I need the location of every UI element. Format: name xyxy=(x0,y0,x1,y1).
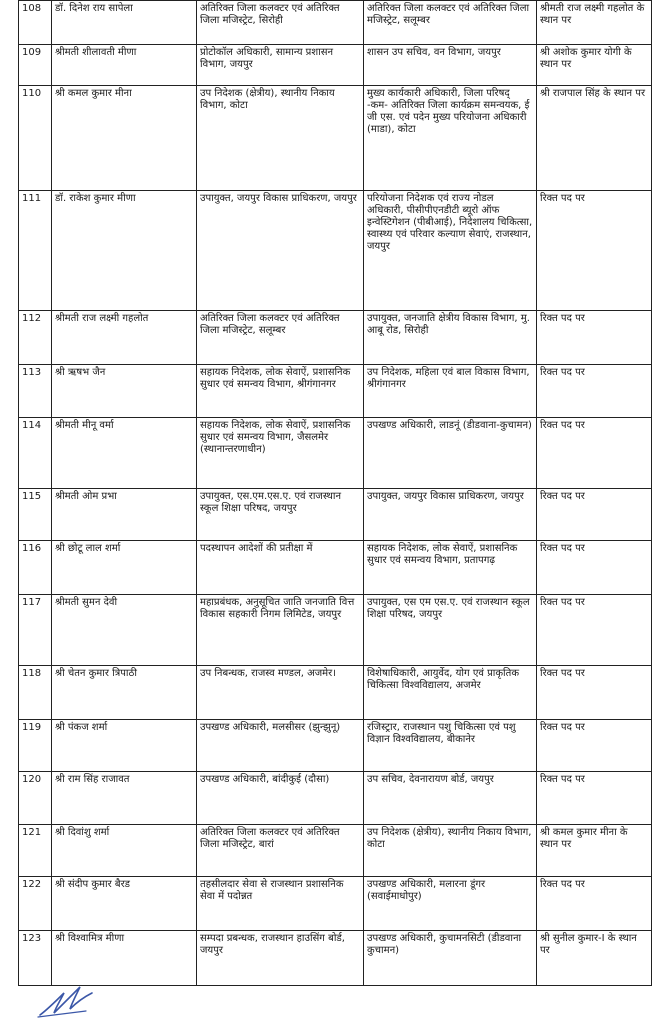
officer-name: श्री संदीप कुमार बैरड xyxy=(52,877,197,931)
current-post: महाप्रबंधक, अनुसूचित जाति जनजाति वित्त विकास सहकारी निगम लिमिटेड, जयपुर xyxy=(197,595,364,666)
officer-name: श्री पंकज शर्मा xyxy=(52,720,197,772)
table-row xyxy=(19,365,652,418)
current-post: अतिरिक्त जिला कलक्टर एवं अतिरिक्त जिला मजिस्ट्रेट, बारां xyxy=(197,825,364,877)
current-post: उपखण्ड अधिकारी, बांदीकुई (दौसा) xyxy=(197,772,364,825)
current-post: उप निबन्धक, राजस्व मण्डल, अजमेर। xyxy=(197,666,364,720)
serial-number: 119 xyxy=(19,720,52,772)
current-post: अतिरिक्त जिला कलक्टर एवं अतिरिक्त जिला मजिस्ट्रेट, सिरोही xyxy=(197,1,364,45)
table-row xyxy=(19,1,652,45)
current-post: सहायक निदेशक, लोक सेवाऐं, प्रशासनिक सुधार एवं समन्वय विभाग, जैसलमेर (स्थानान्तरणाधीन) xyxy=(197,418,364,489)
current-post: अतिरिक्त जिला कलक्टर एवं अतिरिक्त जिला मजिस्ट्रेट, सलूम्बर xyxy=(197,311,364,365)
table-row xyxy=(19,489,652,541)
remarks: रिक्त पद पर xyxy=(537,666,652,720)
new-post: उपायुक्त, जनजाति क्षेत्रीय विकास विभाग, मु. आबू रोड, सिरोही xyxy=(364,311,537,365)
remarks: रिक्त पद पर xyxy=(537,191,652,311)
table-row xyxy=(19,772,652,825)
table-row xyxy=(19,595,652,666)
new-post: विशेषाधिकारी, आयुर्वेद, योग एवं प्राकृतिक चिकित्सा विश्वविद्यालय, अजमेर xyxy=(364,666,537,720)
officer-name: श्री विश्वामित्र मीणा xyxy=(52,931,197,986)
new-post: उप निदेशक (क्षेत्रीय), स्थानीय निकाय विभाग, कोटा xyxy=(364,825,537,877)
current-post: तहसीलदार सेवा से राजस्थान प्रशासनिक सेवा में पदोन्नत xyxy=(197,877,364,931)
serial-number: 118 xyxy=(19,666,52,720)
serial-number: 115 xyxy=(19,489,52,541)
officer-name: श्री ऋषभ जैन xyxy=(52,365,197,418)
new-post: परियोजना निदेशक एवं राज्य नोडल अधिकारी, पीसीपीएनडीटी ब्यूरो ऑफ इन्वेस्टिगेशन (पीबीआई), निदेशालय चिकित्सा, स्वास्थ्य एवं परिवार कल्याण सेवाएं, राजस्थान, जयपुर xyxy=(364,191,537,311)
remarks: रिक्त पद पर xyxy=(537,311,652,365)
table-row xyxy=(19,191,652,311)
remarks: रिक्त पद पर xyxy=(537,418,652,489)
remarks: रिक्त पद पर xyxy=(537,772,652,825)
table-row xyxy=(19,666,652,720)
new-post: अतिरिक्त जिला कलक्टर एवं अतिरिक्त जिला मजिस्ट्रेट, सलूम्बर xyxy=(364,1,537,45)
serial-number: 117 xyxy=(19,595,52,666)
serial-number: 113 xyxy=(19,365,52,418)
table-row xyxy=(19,311,652,365)
remarks: रिक्त पद पर xyxy=(537,595,652,666)
new-post: सहायक निदेशक, लोक सेवाऐं, प्रशासनिक सुधार एवं समन्वय विभाग, प्रतापगढ़ xyxy=(364,541,537,595)
officer-name: श्री दिवांशु शर्मा xyxy=(52,825,197,877)
serial-number: 123 xyxy=(19,931,52,986)
new-post: रजिस्ट्रार, राजस्थान पशु चिकित्सा एवं पशु विज्ञान विश्वविद्यालय, बीकानेर xyxy=(364,720,537,772)
new-post: मुख्य कार्यकारी अधिकारी, जिला परिषद् -कम- अतिरिक्त जिला कार्यक्रम समन्वयक, ई जी एस. एवं पदेन मुख्य परियोजना अधिकारी (माडा), कोटा xyxy=(364,86,537,191)
remarks: श्री राजपाल सिंह के स्थान पर xyxy=(537,86,652,191)
officer-name: श्रीमती मीनू वर्मा xyxy=(52,418,197,489)
new-post: उप सचिव, देवनारायण बोर्ड, जयपुर xyxy=(364,772,537,825)
remarks: श्री सुनील कुमार-I के स्थान पर xyxy=(537,931,652,986)
remarks: श्री अशोक कुमार योगी के स्थान पर xyxy=(537,45,652,86)
serial-number: 120 xyxy=(19,772,52,825)
new-post: उपायुक्त, जयपुर विकास प्राधिकरण, जयपुर xyxy=(364,489,537,541)
remarks: रिक्त पद पर xyxy=(537,877,652,931)
table-row xyxy=(19,931,652,986)
table-row xyxy=(19,541,652,595)
officer-name: डॉ. राकेश कुमार मीणा xyxy=(52,191,197,311)
current-post: उपखण्ड अधिकारी, मलसीसर (झुन्झुनू) xyxy=(197,720,364,772)
new-post: उपायुक्त, एस एम एस.ए. एवं राजस्थान स्कूल शिक्षा परिषद, जयपुर xyxy=(364,595,537,666)
current-post: उप निदेशक (क्षेत्रीय), स्थानीय निकाय विभाग, कोटा xyxy=(197,86,364,191)
officer-name: श्रीमती सुमन देवी xyxy=(52,595,197,666)
remarks: रिक्त पद पर xyxy=(537,720,652,772)
officer-name: डॉ. दिनेश राय सापेला xyxy=(52,1,197,45)
new-post: उपखण्ड अधिकारी, कुचामनसिटी (डीडवाना कुचामन) xyxy=(364,931,537,986)
serial-number: 116 xyxy=(19,541,52,595)
table-row xyxy=(19,86,652,191)
remarks: रिक्त पद पर xyxy=(537,365,652,418)
new-post: उपखण्ड अधिकारी, मलारना डूंगर (सवाईमाधोपुर) xyxy=(364,877,537,931)
officer-name: श्रीमती शीलावती मीणा xyxy=(52,45,197,86)
serial-number: 109 xyxy=(19,45,52,86)
officer-name: श्री चेतन कुमार त्रिपाठी xyxy=(52,666,197,720)
current-post: उपायुक्त, एस.एम.एस.ए. एवं राजस्थान स्कूल शिक्षा परिषद, जयपुर xyxy=(197,489,364,541)
current-post: सहायक निदेशक, लोक सेवाऐं, प्रशासनिक सुधार एवं समन्वय विभाग, श्रीगंगानगर xyxy=(197,365,364,418)
serial-number: 112 xyxy=(19,311,52,365)
serial-number: 122 xyxy=(19,877,52,931)
serial-number: 114 xyxy=(19,418,52,489)
serial-number: 108 xyxy=(19,1,52,45)
table-row xyxy=(19,45,652,86)
officer-name: श्री छोटू लाल शर्मा xyxy=(52,541,197,595)
remarks: रिक्त पद पर xyxy=(537,541,652,595)
serial-number: 111 xyxy=(19,191,52,311)
current-post: उपायुक्त, जयपुर विकास प्राधिकरण, जयपुर xyxy=(197,191,364,311)
table-row xyxy=(19,418,652,489)
remarks: श्री कमल कुमार मीना के स्थान पर xyxy=(537,825,652,877)
current-post: सम्पदा प्रबन्धक, राजस्थान हाउसिंग बोर्ड, जयपुर xyxy=(197,931,364,986)
transfer-table xyxy=(18,0,652,986)
remarks: श्रीमती राज लक्ष्मी गहलोत के स्थान पर xyxy=(537,1,652,45)
officer-name: श्रीमती राज लक्ष्मी गहलोत xyxy=(52,311,197,365)
remarks: रिक्त पद पर xyxy=(537,489,652,541)
handwritten-signature-icon xyxy=(36,981,96,1019)
new-post: उप निदेशक, महिला एवं बाल विकास विभाग, श्रीगंगानगर xyxy=(364,365,537,418)
new-post: उपखण्ड अधिकारी, लाडनूं (डीडवाना-कुचामन) xyxy=(364,418,537,489)
officer-name: श्रीमती ओम प्रभा xyxy=(52,489,197,541)
new-post: शासन उप सचिव, वन विभाग, जयपुर xyxy=(364,45,537,86)
officer-name: श्री कमल कुमार मीना xyxy=(52,86,197,191)
table-row xyxy=(19,720,652,772)
table-row xyxy=(19,825,652,877)
table-row xyxy=(19,877,652,931)
serial-number: 121 xyxy=(19,825,52,877)
current-post: प्रोटोकॉल अधिकारी, सामान्य प्रशासन विभाग, जयपुर xyxy=(197,45,364,86)
serial-number: 110 xyxy=(19,86,52,191)
current-post: पदस्थापन आदेशों की प्रतीक्षा में xyxy=(197,541,364,595)
officer-name: श्री राम सिंह राजावत xyxy=(52,772,197,825)
